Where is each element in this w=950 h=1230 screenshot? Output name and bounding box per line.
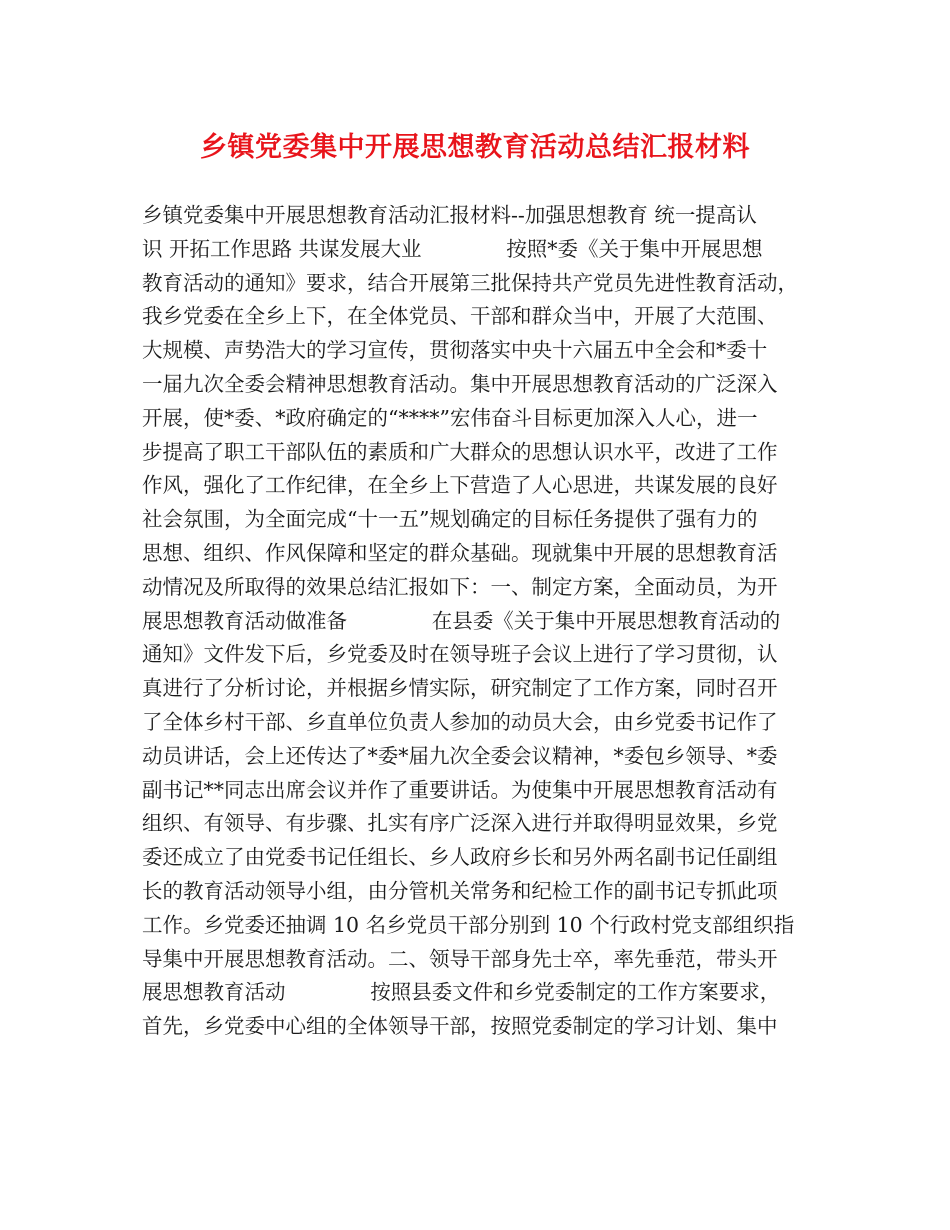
document-body — [142, 199, 822, 1044]
body-line: 开展，使*委、*政府确定的“****”宏伟奋斗目标更加深入人心，进一 — [142, 405, 758, 430]
body-line: 了全体乡村干部、乡直单位负责人参加的动员大会，由乡党委书记作了 — [142, 709, 778, 734]
body-line: 组织、有领导、有步骤、扎实有序广泛深入进行并取得明显效果，乡党 — [142, 811, 778, 836]
body-line: 识 开拓工作思路 共谋发展大业 按照*委《关于集中开展思想 — [142, 236, 763, 261]
body-line: 动情况及所取得的效果总结汇报如下：一、制定方案，全面动员，为开 — [142, 574, 778, 599]
body-line: 长的教育活动领导小组，由分管机关常务和纪检工作的副书记专抓此项 — [142, 878, 778, 903]
body-line: 动员讲话，会上还传达了*委*届九次全委会议精神，*委包乡领导、*委 — [142, 743, 778, 768]
body-line: 一届九次全委会精神思想教育活动。集中开展思想教育活动的广泛深入 — [142, 371, 778, 396]
body-line: 作风，强化了工作纪律，在全乡上下营造了人心思进，共谋发展的良好 — [142, 473, 778, 498]
body-line: 首先，乡党委中心组的全体领导干部，按照党委制定的学习计划、集中 — [142, 1014, 778, 1039]
body-line: 真进行了分析讨论，并根据乡情实际，研究制定了工作方案，同时召开 — [142, 676, 778, 701]
body-line: 展思想教育活动做准备 在县委《关于集中开展思想教育活动的 — [142, 608, 781, 633]
body-line: 乡镇党委集中开展思想教育活动汇报材料--加强思想教育 统一提高认 — [142, 203, 757, 227]
body-line: 思想、组织、作风保障和坚定的群众基础。现就集中开展的思想教育活 — [142, 540, 778, 565]
body-line: 步提高了职工干部队伍的素质和广大群众的思想认识水平，改进了工作 — [142, 439, 778, 464]
body-line: 大规模、声势浩大的学习宣传，贯彻落实中央十六届五中全会和*委十 — [142, 338, 768, 363]
body-line: 教育活动的通知》要求，结合开展第三批保持共产党员先进性教育活动， — [142, 270, 798, 295]
body-line: 副书记**同志出席会议并作了重要讲话。为使集中开展思想教育活动有 — [142, 777, 778, 802]
body-line: 导集中开展思想教育活动。二、领导干部身先士卒，率先垂范，带头开 — [142, 946, 778, 971]
body-line: 工作。乡党委还抽调 10 名乡党员干部分别到 10 个行政村党支部组织指 — [142, 912, 795, 937]
body-line: 委还成立了由党委书记任组长、乡人政府乡长和另外两名副书记任副组 — [142, 845, 778, 870]
body-line: 展思想教育活动 按照县委文件和乡党委制定的工作方案要求， — [142, 980, 781, 1005]
body-line: 我乡党委在全乡上下，在全体党员、干部和群众当中，开展了大范围、 — [142, 304, 778, 329]
body-line: 通知》文件发下后，乡党委及时在领导班子会议上进行了学习贯彻，认 — [142, 642, 778, 667]
body-line: 社会氛围，为全面完成“十一五”规划确定的目标任务提供了强有力的 — [142, 507, 758, 532]
document-title: 乡镇党委集中开展思想教育活动总结汇报材料 — [200, 132, 750, 163]
